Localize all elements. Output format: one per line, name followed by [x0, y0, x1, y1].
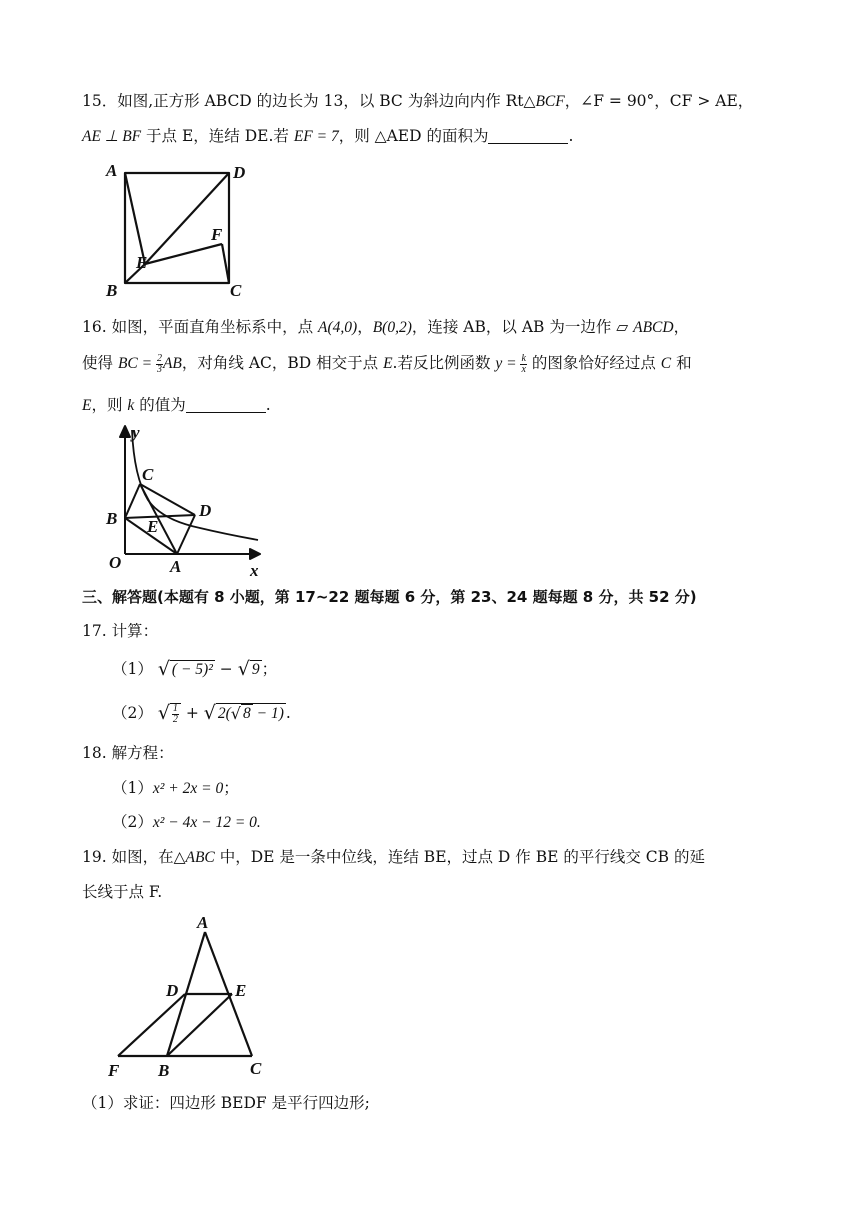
section-3-heading: 三、解答题(本题有 8 小题，第 17~22 题每题 6 分，第 23、24 题每题 8 分，共 52 分)	[82, 588, 697, 606]
q19-part1: （1）求证：四边形 BEDF 是平行四边形;	[82, 1094, 370, 1112]
q16-label-c: C	[142, 465, 154, 484]
q15-label-b: B	[106, 281, 118, 300]
q17-part1: （1） √ ( − 5)² − √ 9 ；	[112, 658, 278, 680]
q15-label-f: F	[211, 225, 223, 244]
q17-title: 17. 计算：	[82, 622, 159, 640]
q15-label-a: A	[106, 161, 118, 180]
q18-part2: （2）x² − 4x − 12 = 0.	[112, 813, 261, 831]
q19-label-e: E	[235, 981, 247, 1000]
q19-line1: 19. 如图，在△ABC 中，DE 是一条中位线，连结 BE，过点 D 作 BE 的平行线交 CB 的延	[82, 848, 705, 866]
answer-blank-16[interactable]	[186, 396, 266, 413]
q15-figure	[100, 158, 260, 303]
q15-line2: AE ⊥ BF 于点 E，连结 DE.若 EF = 7，则 △AED 的面积为 .	[82, 127, 574, 145]
q19-label-b: B	[158, 1061, 170, 1080]
q19-figure	[100, 912, 280, 1082]
q15-label-c: C	[230, 281, 242, 300]
answer-blank-15[interactable]	[488, 127, 568, 144]
q19-label-d: D	[166, 981, 179, 1000]
q16-figure	[100, 422, 280, 582]
q16-label-b: B	[106, 509, 118, 528]
q16-label-x: x	[250, 561, 259, 580]
q18-part1: （1）x² + 2x = 0；	[112, 779, 239, 797]
q19-label-a: A	[197, 913, 209, 932]
q19-line2: 长线于点 F.	[82, 883, 163, 901]
q16-line3: E，则 k 的值为 .	[82, 396, 271, 414]
q16-label-d: D	[199, 501, 212, 520]
q16-label-e: E	[147, 517, 159, 536]
q19-label-f: F	[108, 1061, 120, 1080]
q19-label-c: C	[250, 1059, 262, 1078]
q16-line2: 使得 BC = $\frac{2}{3}$ AB，对角线 AC，BD 相交于点 E.若反比例函数 y = $\frac{k}{x}$ 的图象恰好经过点 C 和	[82, 352, 692, 375]
q17-part2: （2） √ $\frac{1}{2}$ + √ 2(√ 8 − 1) .	[112, 702, 291, 725]
q16-line1: 16. 如图，平面直角坐标系中，点 A(4,0)，B(0,2)，连接 AB，以 AB 为一边作 ▱ ABCD，	[82, 318, 690, 336]
q16-label-a: A	[170, 557, 182, 576]
q15-label-e: E	[136, 253, 148, 272]
q15-label-d: D	[233, 163, 246, 182]
q16-label-o: O	[109, 553, 122, 572]
q16-label-y: y	[132, 423, 140, 442]
q18-title: 18. 解方程：	[82, 744, 174, 762]
q15-line1: 15．如图,正方形 ABCD 的边长为 13，以 BC 为斜边向内作 Rt△BCF，∠F = 90°，CF > AE，	[82, 92, 754, 110]
